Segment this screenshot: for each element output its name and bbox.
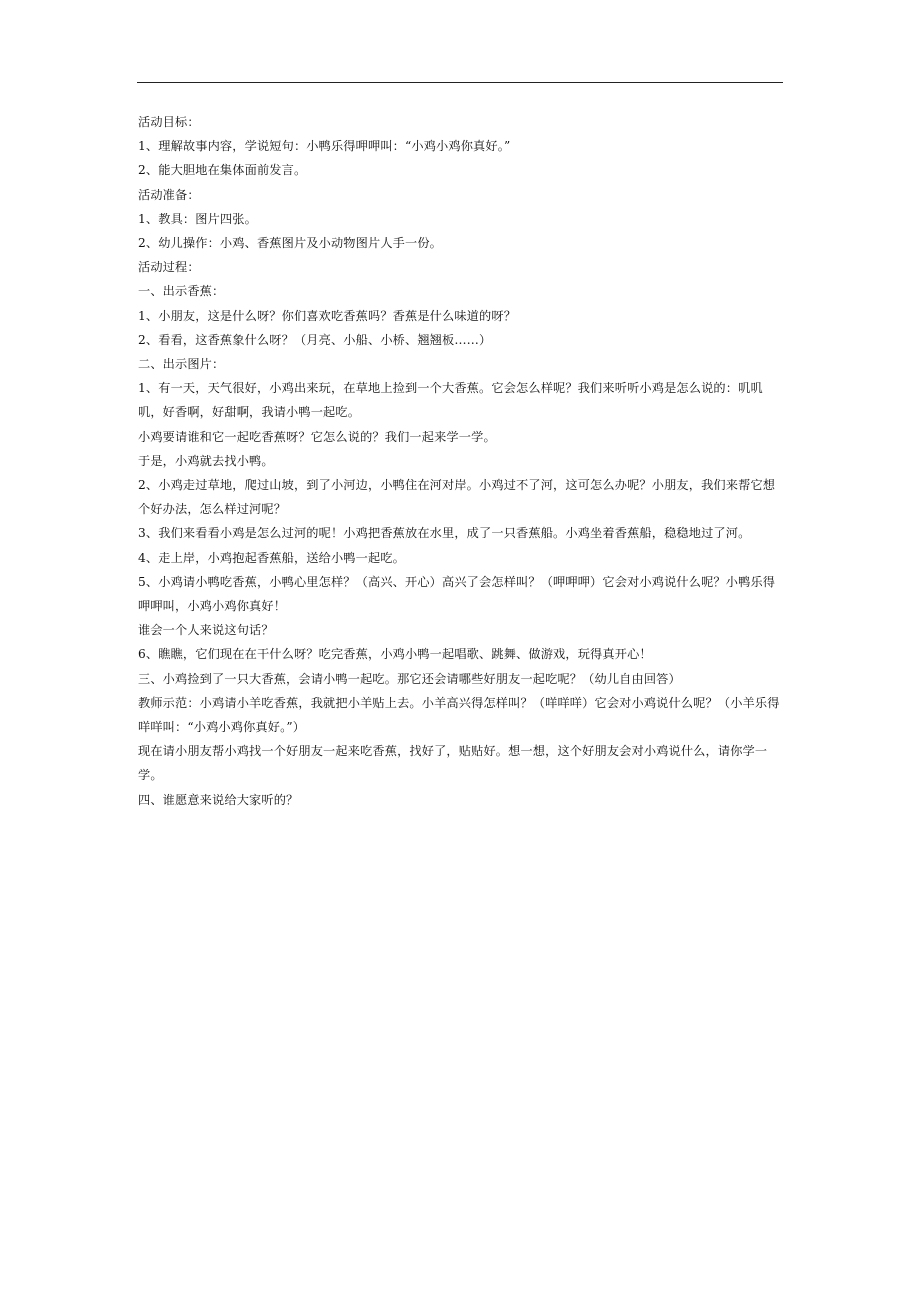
lesson-plan-body xyxy=(138,110,786,812)
process-step-heading: 二、出示图片： xyxy=(138,357,225,372)
goal-item: 1、理解故事内容，学说短句：小鸭乐得呷呷叫：“小鸡小鸡你真好。” xyxy=(138,139,511,154)
process-step-heading: 四、谁愿意来说给大家听的？ xyxy=(138,792,299,807)
paragraph: 6、瞧瞧，它们现在在干什么呀？吃完香蕉，小鸡小鸭一起唱歌、跳舞、做游戏，玩得真开心！ xyxy=(138,647,652,662)
paragraph: 教师示范：小鸡请小羊吃香蕉，我就把小羊贴上去。小羊高兴得怎样叫？（咩咩咩）它会对小鸡说什么呢？（小羊乐得咩咩叫：“小鸡小鸡你真好。”） xyxy=(138,695,780,735)
paragraph: 4、走上岸，小鸡抱起香蕉船，送给小鸭一起吃。 xyxy=(138,550,405,565)
paragraph: 于是，小鸡就去找小鸭。 xyxy=(138,453,274,468)
process-step-heading: 三、小鸡捡到了一只大香蕉，会请小鸭一起吃。那它还会请哪些好朋友一起吃呢？（幼儿自由回答） xyxy=(138,671,681,686)
paragraph: 2、看看，这香蕉象什么呀？（月亮、小船、小桥、翘翘板……） xyxy=(138,332,492,347)
paragraph: 现在请小朋友帮小鸡找一个好朋友一起来吃香蕉，找好了，贴贴好。想一想，这个好朋友会对小鸡说什么，请你学一学。 xyxy=(138,744,768,783)
paragraph: 2、小鸡走过草地，爬过山坡，到了小河边，小鸭住在河对岸。小鸡过不了河，这可怎么办呢？小朋友，我们来帮它想个好办法，怎么样过河呢？ xyxy=(138,478,776,517)
preparation-item: 1、教具：图片四张。 xyxy=(138,211,257,226)
paragraph: 1、有一天，天气很好，小鸡出来玩，在草地上捡到一个大香蕉。它会怎么样呢？我们来听听小鸡是怎么说的：叽叽叽，好香啊，好甜啊，我请小鸭一起吃。 xyxy=(138,381,763,420)
paragraph: 小鸡要请谁和它一起吃香蕉呀？它怎么说的？我们一起来学一学。 xyxy=(138,429,496,444)
section-heading-goals: 活动目标： xyxy=(138,115,200,129)
paragraph: 谁会一个人来说这句话？ xyxy=(138,623,274,638)
paragraph: 3、我们来看看小鸡是怎么过河的呢！小鸡把香蕉放在水里，成了一只香蕉船。小鸡坐着香蕉船，稳稳地过了河。 xyxy=(138,526,751,541)
section-heading-process: 活动过程： xyxy=(138,260,200,275)
paragraph: 5、小鸡请小鸭吃香蕉，小鸭心里怎样？（高兴、开心）高兴了会怎样叫？（呷呷呷）它会对小鸡说什么呢？小鸭乐得呷呷叫，小鸡小鸡你真好！ xyxy=(138,574,776,614)
process-step-heading: 一、出示香蕉： xyxy=(138,284,225,299)
preparation-item: 2、幼儿操作：小鸡、香蕉图片及小动物图片人手一份。 xyxy=(138,236,443,251)
goal-item: 2、能大胆地在集体面前发言。 xyxy=(138,163,307,178)
header-rule xyxy=(137,82,783,83)
section-heading-preparation: 活动准备： xyxy=(138,187,200,202)
paragraph: 1、小朋友，这是什么呀？你们喜欢吃香蕉吗？香蕉是什么味道的呀？ xyxy=(138,308,517,323)
